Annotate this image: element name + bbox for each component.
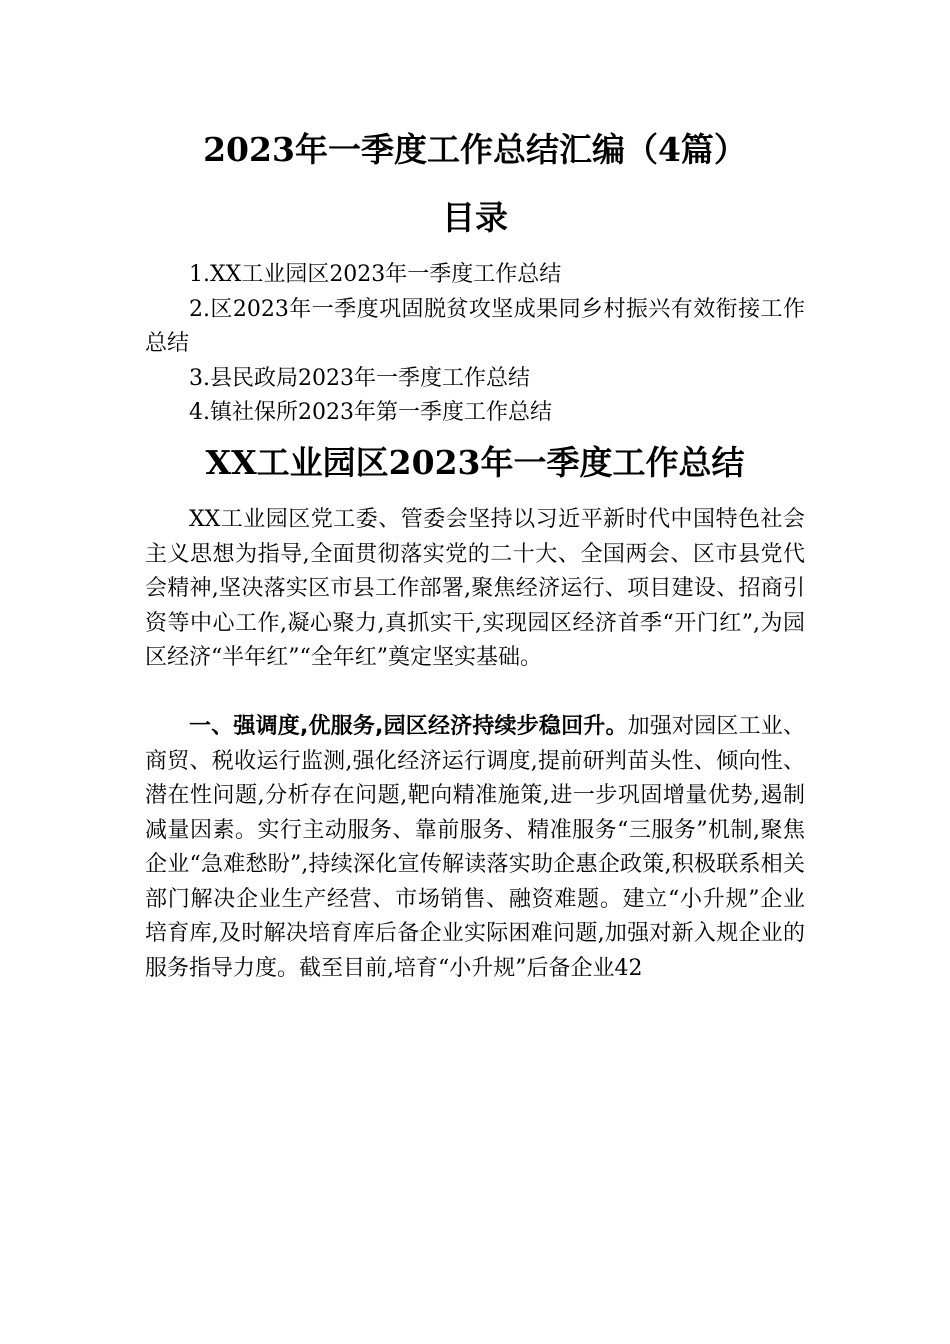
point-one-body: 加强对园区工业、商贸、税收运行监测,强化经济运行调度,提前研判苗头性、倾向性、潜在性问题,分析存在问题,靶向精准施策,进一步巩固增量优势,遏制减量因素。实行主动服务、靠前服务、精准服务“三服务”机制,聚焦企业“急难愁盼”,持续深化宣传解读落实助企惠企政策,积极联系相关部门解决企业生产经营、市场销售、融资难题。建立“小升规”企业培育库,及时解决培育库后备企业实际困难问题,加强对新入规企业的服务指导力度。截至目前,培育“小升规”后备企业42: [145, 714, 805, 981]
toc-item-2[interactable]: 2.区2023年一季度巩固脱贫攻坚成果同乡村振兴有效衔接工作总结: [145, 296, 805, 356]
section-title: XX工业园区2023年一季度工作总结: [205, 443, 745, 482]
document-title: 2023年一季度工作总结汇编（4篇）: [203, 130, 747, 169]
toc-heading: 目录: [442, 198, 508, 237]
toc-item-4[interactable]: 4.镇社保所2023年第一季度工作总结: [189, 400, 552, 425]
point-one-section: [145, 710, 805, 986]
intro-paragraph: XX工业园区党工委、管委会坚持以习近平新时代中国特色社会主义思想为指导,全面贯彻落实党的二十大、全国两会、区市县党代会精神,坚决落实区市县工作部署,聚焦经济运行、项目建设、招商引资等中心工作,凝心聚力,真抓实干,实现园区经济首季“开门红”,为园区经济“半年红”“全年红”奠定坚实基础。: [145, 507, 805, 670]
point-one-lead: 一、强调度,优服务,园区经济持续步稳回升。: [189, 714, 628, 739]
toc-item-3[interactable]: 3.县民政局2023年一季度工作总结: [189, 365, 530, 391]
intro-section: [145, 503, 805, 676]
toc-item-1[interactable]: 1.XX工业园区2023年一季度工作总结: [189, 262, 562, 287]
table-of-contents: [145, 258, 805, 431]
point-one-paragraph: [145, 710, 805, 986]
